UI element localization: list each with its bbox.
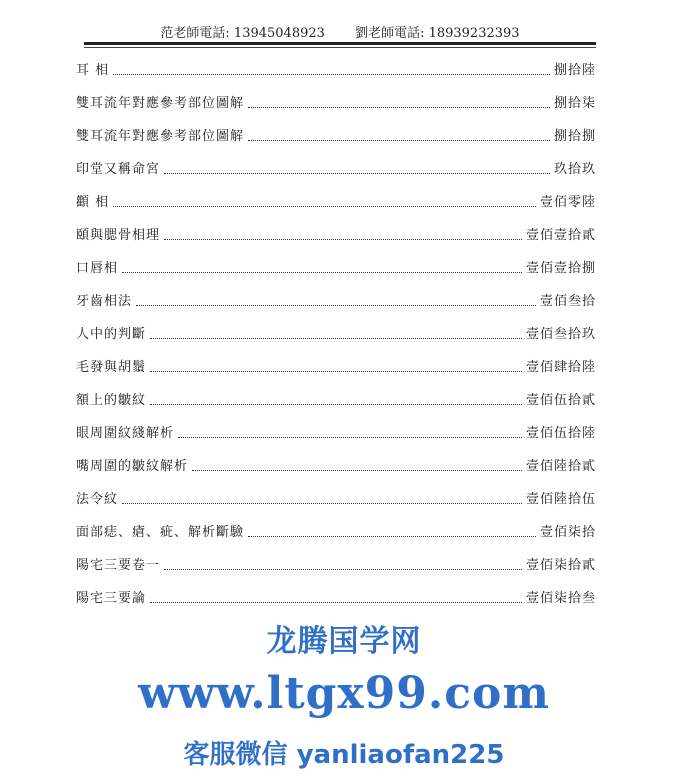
toc-entry bbox=[76, 217, 596, 250]
toc-entry bbox=[76, 316, 596, 349]
toc-entry bbox=[76, 415, 596, 448]
toc-entry bbox=[76, 481, 596, 514]
toc-entry-title: 人中的判斷 bbox=[76, 327, 147, 342]
toc-entry-page: 壹佰陸拾伍 bbox=[525, 492, 596, 507]
watermark-site-name: 龙腾国学网 bbox=[266, 624, 422, 659]
toc-entry-page: 玖拾玖 bbox=[553, 162, 596, 177]
toc-entry bbox=[76, 151, 596, 184]
toc-entry-page: 壹佰柒拾 bbox=[539, 525, 596, 540]
toc-entry bbox=[76, 547, 596, 580]
toc-entry-title: 陽宅三要卷一 bbox=[76, 558, 161, 573]
toc-entry-title: 嘴周圍的皺紋解析 bbox=[76, 459, 189, 474]
toc-leader-dots bbox=[113, 73, 550, 75]
watermark-url: www.ltgx99.com bbox=[138, 668, 550, 719]
toc-leader-dots bbox=[178, 436, 522, 438]
toc-entry bbox=[76, 382, 596, 415]
toc-entry-title: 額上的皺紋 bbox=[76, 393, 147, 408]
toc-leader-dots bbox=[164, 568, 522, 570]
toc-entry-page: 壹佰柒拾貳 bbox=[525, 558, 596, 573]
header-rule-thin bbox=[84, 47, 596, 48]
toc-entry-page: 壹佰柒拾叁 bbox=[525, 591, 596, 606]
toc-leader-dots bbox=[150, 403, 522, 405]
table-of-contents bbox=[76, 52, 596, 613]
toc-entry-title: 顴 相 bbox=[76, 195, 110, 210]
toc-entry-page: 壹佰壹拾貳 bbox=[525, 228, 596, 243]
toc-leader-dots bbox=[113, 205, 536, 207]
toc-entry-page: 壹佰伍拾陸 bbox=[525, 426, 596, 441]
toc-leader-dots bbox=[122, 502, 522, 504]
toc-entry-page: 壹佰伍拾貳 bbox=[525, 393, 596, 408]
toc-leader-dots bbox=[150, 337, 522, 339]
toc-entry-page: 壹佰壹拾捌 bbox=[525, 261, 596, 276]
phone-liu: 劉老師電話: 18939232393 bbox=[355, 26, 520, 41]
toc-leader-dots bbox=[248, 139, 550, 141]
toc-entry bbox=[76, 349, 596, 382]
toc-entry bbox=[76, 283, 596, 316]
toc-leader-dots bbox=[192, 469, 522, 471]
toc-entry-page: 捌拾捌 bbox=[553, 129, 596, 144]
toc-entry-title: 眼周圍紋綫解析 bbox=[76, 426, 175, 441]
toc-entry bbox=[76, 448, 596, 481]
toc-entry bbox=[76, 52, 596, 85]
page-header bbox=[84, 22, 596, 41]
toc-entry-page: 壹佰叁拾 bbox=[539, 294, 596, 309]
toc-leader-dots bbox=[248, 535, 536, 537]
toc-leader-dots bbox=[136, 304, 536, 306]
toc-entry-title: 雙耳流年對應參考部位圖解 bbox=[76, 129, 245, 144]
toc-leader-dots bbox=[164, 238, 522, 240]
toc-entry-title: 雙耳流年對應參考部位圖解 bbox=[76, 96, 245, 111]
toc-entry-page: 捌拾陸 bbox=[553, 63, 596, 78]
toc-leader-dots bbox=[150, 370, 522, 372]
toc-entry-title: 頤與腮骨相理 bbox=[76, 228, 161, 243]
toc-entry bbox=[76, 514, 596, 547]
toc-entry bbox=[76, 184, 596, 217]
toc-leader-dots bbox=[248, 106, 550, 108]
toc-entry-page: 壹佰陸拾貳 bbox=[525, 459, 596, 474]
toc-entry bbox=[76, 118, 596, 151]
toc-entry-title: 法令紋 bbox=[76, 492, 119, 507]
toc-entry-title: 面部痣、瘡、疵、解析斷驗 bbox=[76, 525, 245, 540]
header-rule-thick bbox=[84, 42, 596, 45]
toc-entry-page: 壹佰零陸 bbox=[539, 195, 596, 210]
toc-entry bbox=[76, 85, 596, 118]
phone-fan: 范老師電話: 13945048923 bbox=[160, 26, 325, 41]
toc-entry bbox=[76, 580, 596, 613]
toc-leader-dots bbox=[122, 271, 522, 273]
toc-leader-dots bbox=[150, 601, 522, 603]
toc-entry-page: 壹佰肆拾陸 bbox=[525, 360, 596, 375]
watermark-contact: 客服微信 yanliaofan225 bbox=[183, 740, 505, 770]
toc-entry-title: 牙齒相法 bbox=[76, 294, 133, 309]
toc-entry-title: 口唇相 bbox=[76, 261, 119, 276]
toc-entry-page: 壹佰叁拾玖 bbox=[525, 327, 596, 342]
toc-leader-dots bbox=[164, 172, 550, 174]
toc-entry-page: 捌拾柒 bbox=[553, 96, 596, 111]
toc-entry-title: 印堂又稱命宮 bbox=[76, 162, 161, 177]
toc-entry-title: 毛發與胡鬚 bbox=[76, 360, 147, 375]
toc-entry-title: 耳 相 bbox=[76, 63, 110, 78]
toc-entry-title: 陽宅三要論 bbox=[76, 591, 147, 606]
toc-entry bbox=[76, 250, 596, 283]
